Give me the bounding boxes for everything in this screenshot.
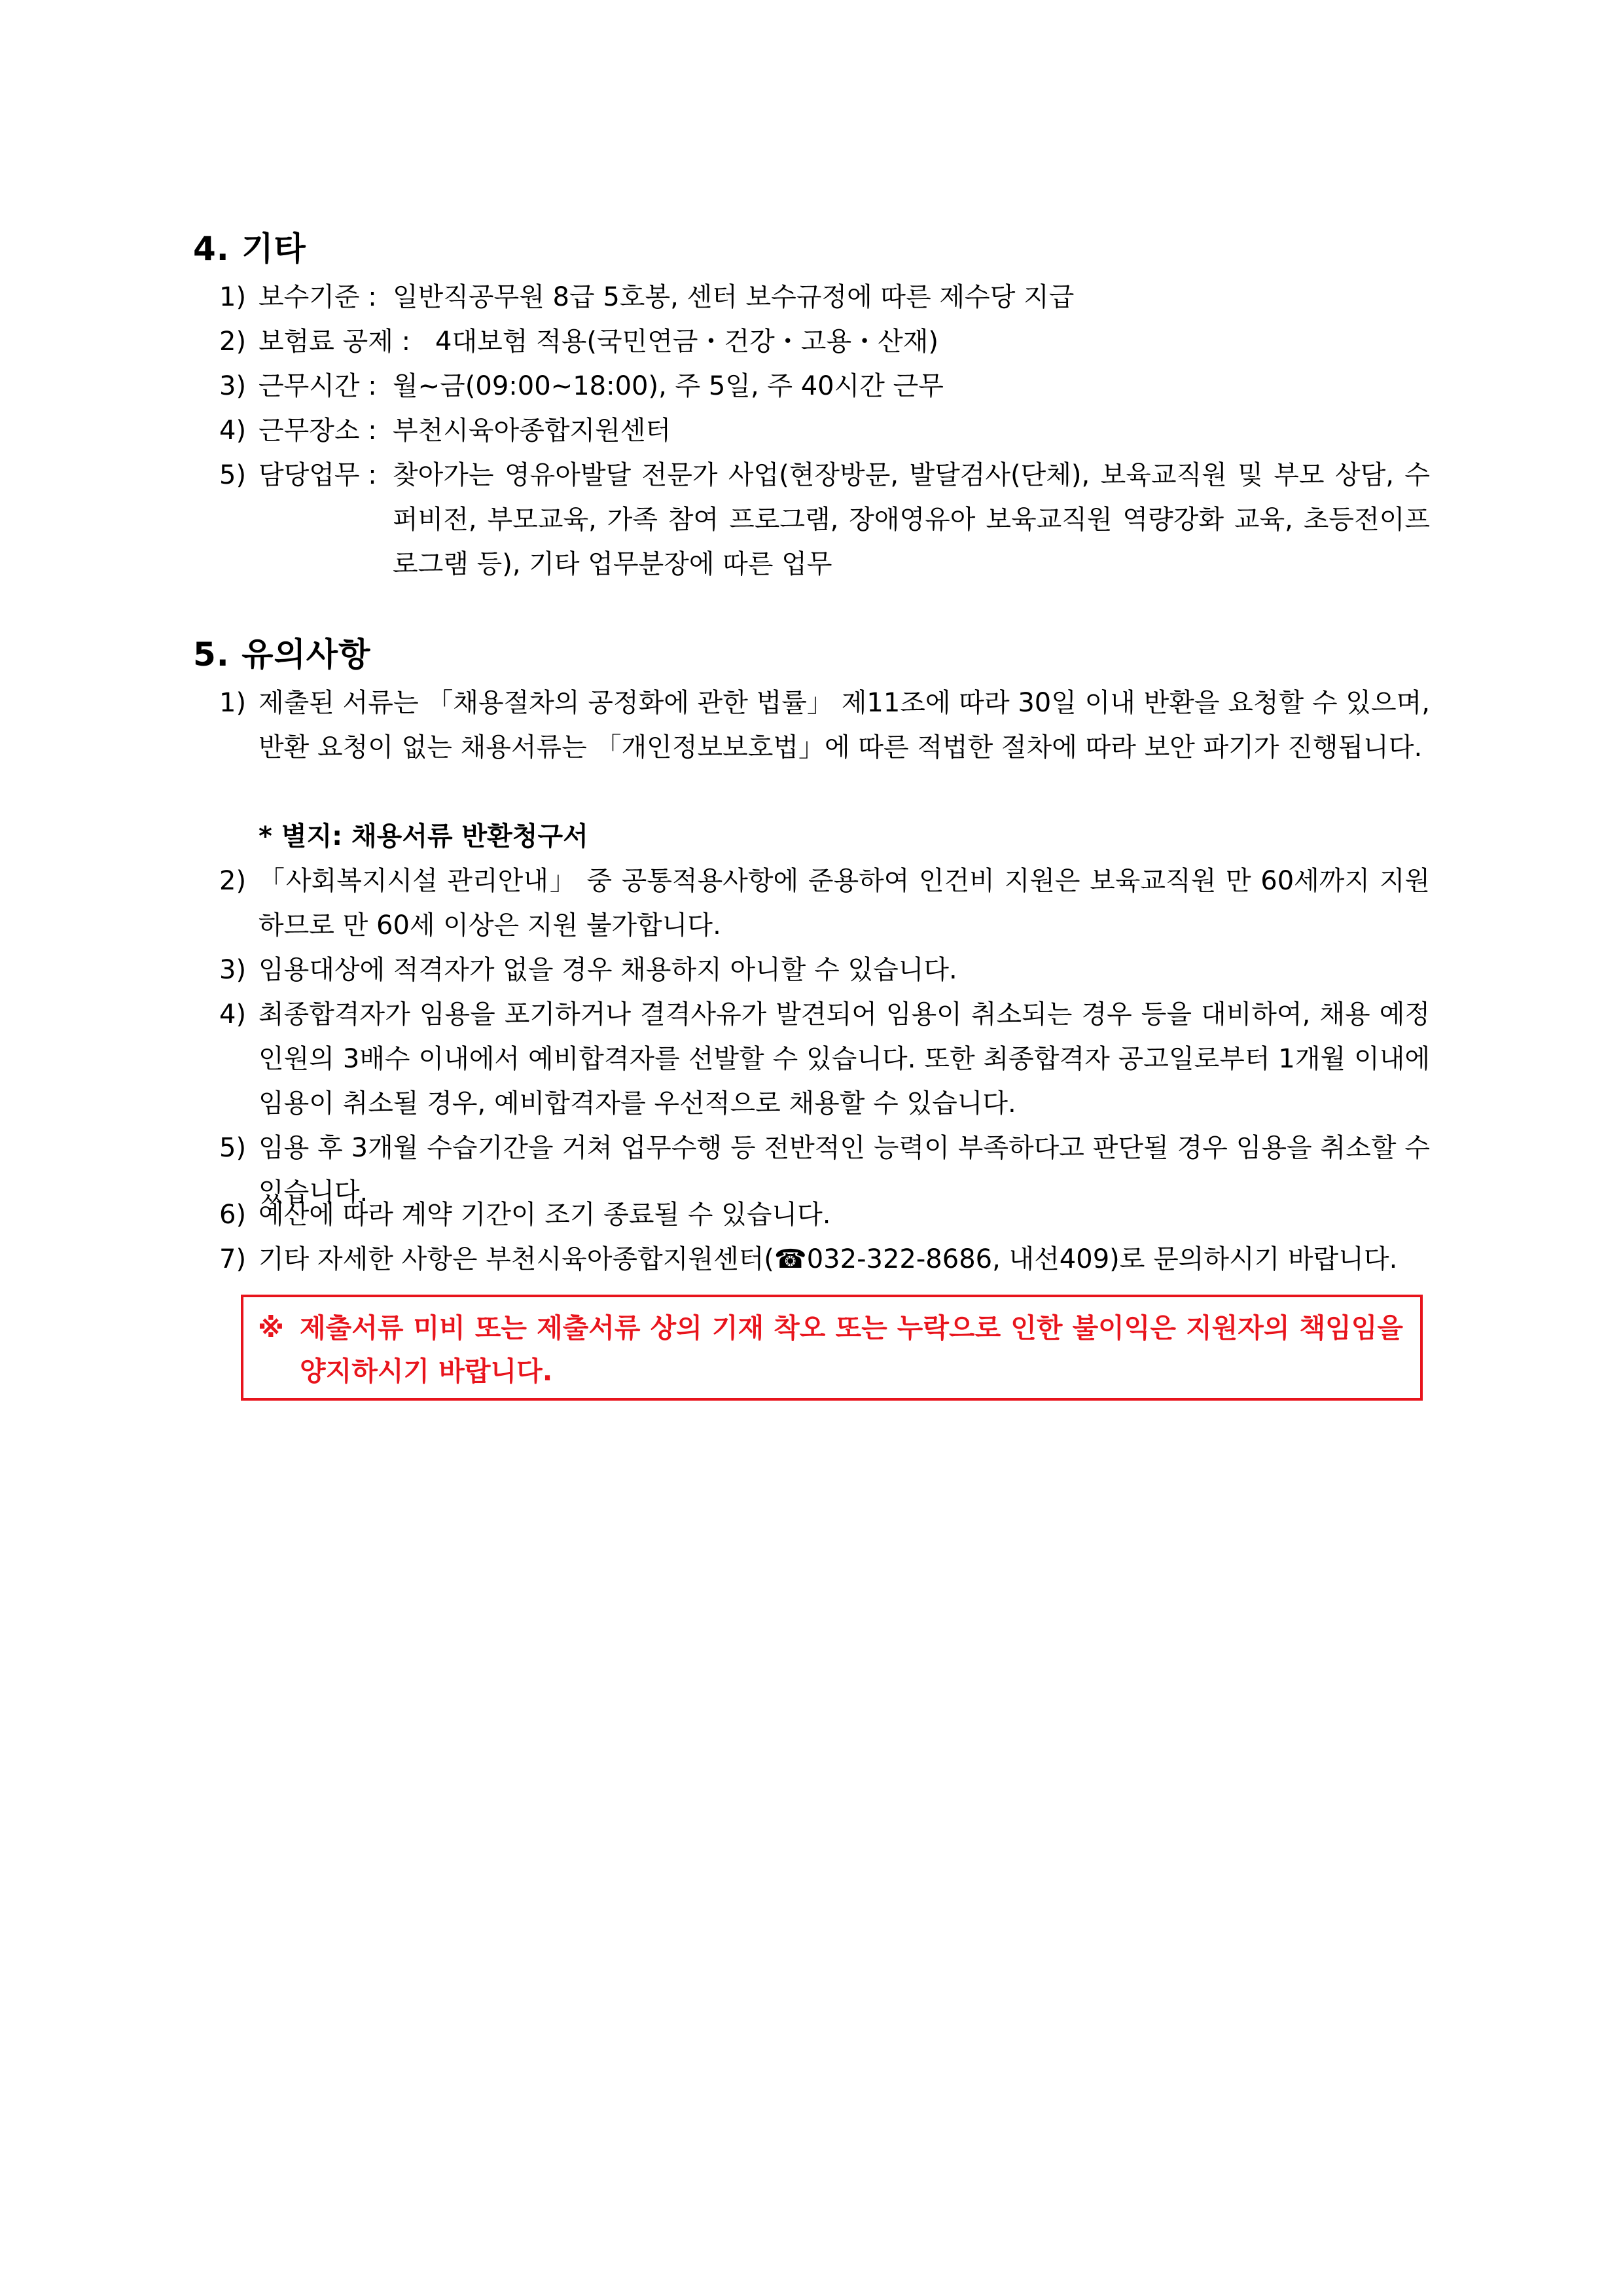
notice-text-block bbox=[258, 1306, 1403, 1393]
section-5-title: 5. 유의사항 bbox=[193, 636, 371, 673]
item-number: 3) bbox=[219, 371, 247, 401]
reference-mark-icon: ※ bbox=[258, 1312, 284, 1344]
item-text: 부천시육아종합지원센터 bbox=[393, 416, 671, 446]
item-text: 월~금(09:00~18:00), 주 5일, 주 40시간 근무 bbox=[393, 371, 944, 401]
item-number: 4) bbox=[219, 999, 247, 1030]
item-number: 5) bbox=[219, 460, 247, 490]
section-5-item-2 bbox=[219, 859, 1430, 948]
section-5-item-4 bbox=[219, 992, 1430, 1126]
item-text: 일반직공무원 8급 5호봉, 센터 보수규정에 따른 제수당 지급 bbox=[393, 282, 1075, 312]
item-text: 예산에 따라 계약 기간이 조기 종료될 수 있습니다. bbox=[259, 1200, 831, 1230]
item-text: 기타 자세한 사항은 부천시육아종합지원센터(☎032-322-8686, 내선409)로 문의하시기 바랍니다. bbox=[259, 1244, 1398, 1274]
section-5-item-6 bbox=[219, 1193, 1430, 1237]
item-number: 1) bbox=[219, 688, 247, 718]
item-text: 「사회복지시설 관리안내」 중 공통적용사항에 준용하여 인건비 지원은 보육교직원 만 60세까지 지원하므로 만 60세 이상은 지원 불가합니다. bbox=[259, 866, 1430, 941]
section-4-title: 4. 기타 bbox=[193, 230, 306, 268]
item-text: 제출된 서류는 「채용절차의 공정화에 관한 법률」 제11조에 따라 30일 이내 반환을 요청할 수 있으며, 반환 요청이 없는 채용서류는 「개인정보보호법」에 따른 적법한 절차에 따라 보안 파기가 진행됩니다. bbox=[259, 688, 1430, 762]
section-4-item-4 bbox=[219, 408, 1430, 453]
item-number: 3) bbox=[219, 955, 247, 985]
section-4-item-3 bbox=[219, 364, 1430, 408]
item-number: 1) bbox=[219, 282, 247, 312]
item-number: 5) bbox=[219, 1133, 247, 1163]
notice-text: 제출서류 미비 또는 제출서류 상의 기재 착오 또는 누락으로 인한 불이익은 지원자의 책임임을 양지하시기 바랍니다. bbox=[300, 1312, 1403, 1387]
item-number: 6) bbox=[219, 1200, 247, 1230]
item-text: 임용대상에 적격자가 없을 경우 채용하지 아니할 수 있습니다. bbox=[259, 955, 957, 985]
section-4-item-2 bbox=[219, 319, 1430, 364]
item-label: 근무시간 : bbox=[259, 371, 377, 401]
item-label: 근무장소 : bbox=[259, 416, 377, 446]
item-number: 2) bbox=[219, 866, 247, 896]
section-4-item-1 bbox=[219, 275, 1430, 319]
attachment-note: * 별지: 채용서류 반환청구서 bbox=[259, 821, 588, 852]
item-label: 담당업무 : bbox=[259, 460, 377, 490]
item-text: 4대보험 적용(국민연금・건강・고용・산재) bbox=[435, 327, 938, 357]
section-5-item-1 bbox=[219, 681, 1430, 814]
item-label: 보험료 공제 : bbox=[259, 327, 411, 357]
item-number: 4) bbox=[219, 416, 247, 446]
section-5-item-3 bbox=[219, 948, 1430, 992]
notice-box bbox=[241, 1295, 1423, 1401]
section-5-item-7 bbox=[219, 1237, 1430, 1282]
item-text: 찾아가는 영유아발달 전문가 사업(현장방문, 발달검사(단체), 보육교직원 및 부모 상담, 수퍼비전, 부모교육, 가족 참여 프로그램, 장애영유아 보육교직원 역량강화 교육, 초등전이프로그램 등), 기타 업무분장에 따른 업무 bbox=[393, 460, 1430, 579]
item-label: 보수기준 : bbox=[259, 282, 377, 312]
item-number: 7) bbox=[219, 1244, 247, 1274]
item-text: 최종합격자가 임용을 포기하거나 결격사유가 발견되어 임용이 취소되는 경우 등을 대비하여, 채용 예정 인원의 3배수 이내에서 예비합격자를 선발할 수 있습니다. 또한 최종합격자 공고일로부터 1개월 이내에 임용이 취소될 경우, 예비합격자를 우선적으로 채용할 수 있습니다. bbox=[259, 999, 1430, 1119]
item-number: 2) bbox=[219, 327, 247, 357]
section-4-item-5 bbox=[219, 453, 1430, 586]
item-text: 임용 후 3개월 수습기간을 거쳐 업무수행 등 전반적인 능력이 부족하다고 판단될 경우 임용을 취소할 수 있습니다. bbox=[259, 1133, 1430, 1208]
